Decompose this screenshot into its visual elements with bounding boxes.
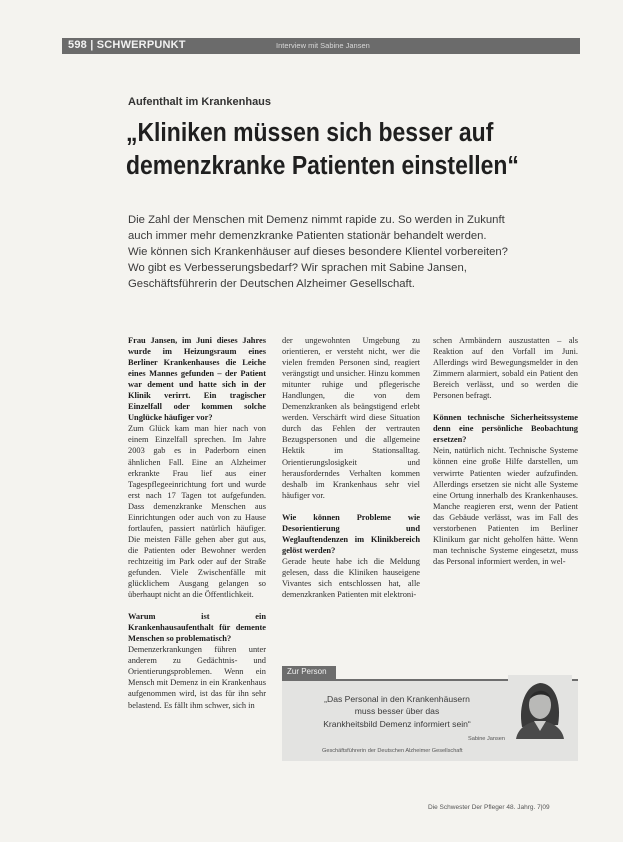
text-column-2 bbox=[282, 335, 420, 600]
person-infobox bbox=[282, 679, 578, 761]
interview-question: Wie können Probleme wie Desorientierung und Weglauftendenzen im Klinikbereich gelöst werden? bbox=[282, 512, 420, 555]
interview-answer: Nein, natürlich nicht. Technische Systeme können eine große Hilfe darstellen, um verwirrte Patienten wieder aufzufinden. Allerdings ersetzen sie nicht alle Systeme eine Ortung innerhalb des Krankenhauses. Manche reagieren erst, wenn der Patient das Gebäude verlässt, was im Fall des verstorbenen Patienten im Berliner Klinikum gar nicht geholfen hätte. Wenn man technische Systeme eingesetzt, muss das Personal informiert werden, in wel- bbox=[433, 446, 578, 566]
lead-line-4: Wo gibt es Verbesserungsbedarf? Wir sprachen mit Sabine Jansen, bbox=[128, 262, 467, 275]
interview-question: Können technische Sicherheitssysteme denn eine persönliche Beobachtung ersetzen? bbox=[433, 413, 578, 445]
lead-line-1: Die Zahl der Menschen mit Demenz nimmt rapide zu. So werden in Zukunft bbox=[128, 214, 505, 226]
article-kicker: Aufenthalt im Krankenhaus bbox=[128, 96, 272, 108]
interview-answer: schen Armbändern auszustatten – als Reaktion auf den Vorfall im Juni. Allerdings wird Bewegungsmelder in den Zimmern alarmiert, sobald ein Patient den Bereich verlässt, und so werden die Personen befragt. bbox=[433, 336, 578, 401]
infobox-tab-label: Zur Person bbox=[287, 667, 327, 676]
quote-line-2: muss besser über das bbox=[354, 706, 440, 717]
headline-line-2: demenzkranke Patienten einstellen“ bbox=[126, 152, 519, 180]
section-header-bar bbox=[62, 38, 580, 54]
lead-line-2: auch immer mehr demenzkranke Patienten stationär behandelt werden. bbox=[128, 230, 487, 243]
infobox-quote bbox=[292, 693, 502, 730]
lead-line-5: Geschäftsführerin der Deutschen Alzheimer Gesellschaft. bbox=[128, 278, 415, 291]
interview-answer: Demenzerkrankungen führen unter anderem zu Gedächtnis- und Orientierungsproblemen. Wenn ein Mensch mit Demenz in ein Krankenhaus aufgenommen wird, ist das für ihn sehr belastend. Es fällt ihm schwer, sich in bbox=[128, 645, 266, 710]
quote-line-1: „Das Personal in den Krankenhäusern bbox=[324, 694, 470, 704]
interview-question: Frau Jansen, im Juni dieses Jahres wurde im Heizungsraum eines Berliner Krankenhauses die Leiche eines Mannes gefunden – der Patient war dement und hatte sich in der Klinik verirrt. Ein tragischer Einzelfall oder kommen solche Unglücke häufiger vor? bbox=[128, 336, 266, 423]
text-column-1 bbox=[128, 335, 266, 711]
lead-line-3: Wie können sich Krankenhäuser auf dieses besondere Klientel vorbereiten? bbox=[128, 246, 508, 259]
headline-line-1: „Kliniken müssen sich besser auf bbox=[126, 119, 494, 147]
quote-line-3: Krankheitsbild Demenz informiert sein“ bbox=[323, 718, 471, 729]
section-subtitle: Interview mit Sabine Jansen bbox=[276, 41, 370, 50]
person-role: Geschäftsführerin der Deutschen Alzheimer Gesellschaft bbox=[322, 748, 463, 754]
interview-question: Warum ist ein Krankenhausaufenthalt für demente Menschen so problematisch? bbox=[128, 612, 266, 644]
section-label: 598 | SCHWERPUNKT bbox=[68, 39, 186, 51]
interview-answer: Gerade heute habe ich die Meldung gelesen, dass die Kliniken hauseigene Vivantes sich entschlossen hat, alle demenzkranken Patienten mit elektroni- bbox=[282, 556, 420, 600]
article-headline bbox=[126, 117, 576, 183]
page-footer: Die Schwester Der Pfleger 48. Jahrg. 7|09 bbox=[428, 804, 550, 811]
interview-answer: Zum Glück kam man hier nach von einem Einzelfall sprechen. Im Jahre 2003 gab es in Paderborn einen ähnlichen Fall. Eine an Alzheimer erkrankte Frau lief aus einer Tagespflegeeinrichtung fort und wurde erst nach 17 Tagen tot aufgefunden. Dass demenzkranke Menschen aus Einrichtungen oder auch von zu Hause fortlaufen, passiert natürlich häufiger. Die meisten Fälle gehen aber gut aus, die Patienten oder Bewohner werden rechtzeitig im Park oder auf der Straße gefunden. Viele Zwischenfälle mit glücklichem Ausgang gelangen so überhaupt nicht an die Öffentlichkeit. bbox=[128, 424, 266, 600]
interview-answer: der ungewohnten Umgebung zu orientieren, er versteht nicht, wer die vielen fremden Personen sind, reagiert verängstigt und unsicher. Hinzu kommen mitunter ruhige und pflegerische Handlungen, die von dem Demenzkranken als beängstigend erlebt werden. Verschärft wird diese Situation durch das Fehlen der vertrauten Bezugspersonen und die allgemeine Hektik im Stationsalltag. Orientierungslosigkeit und herausforderndes Verhalten kommen deshalb im Krankenhaus sehr viel häufiger vor. bbox=[282, 336, 420, 500]
person-name: Sabine Jansen bbox=[468, 736, 506, 742]
infobox-tab bbox=[282, 666, 336, 679]
portrait-photo bbox=[508, 675, 572, 739]
text-column-3 bbox=[433, 335, 578, 567]
article-lead bbox=[128, 212, 568, 292]
